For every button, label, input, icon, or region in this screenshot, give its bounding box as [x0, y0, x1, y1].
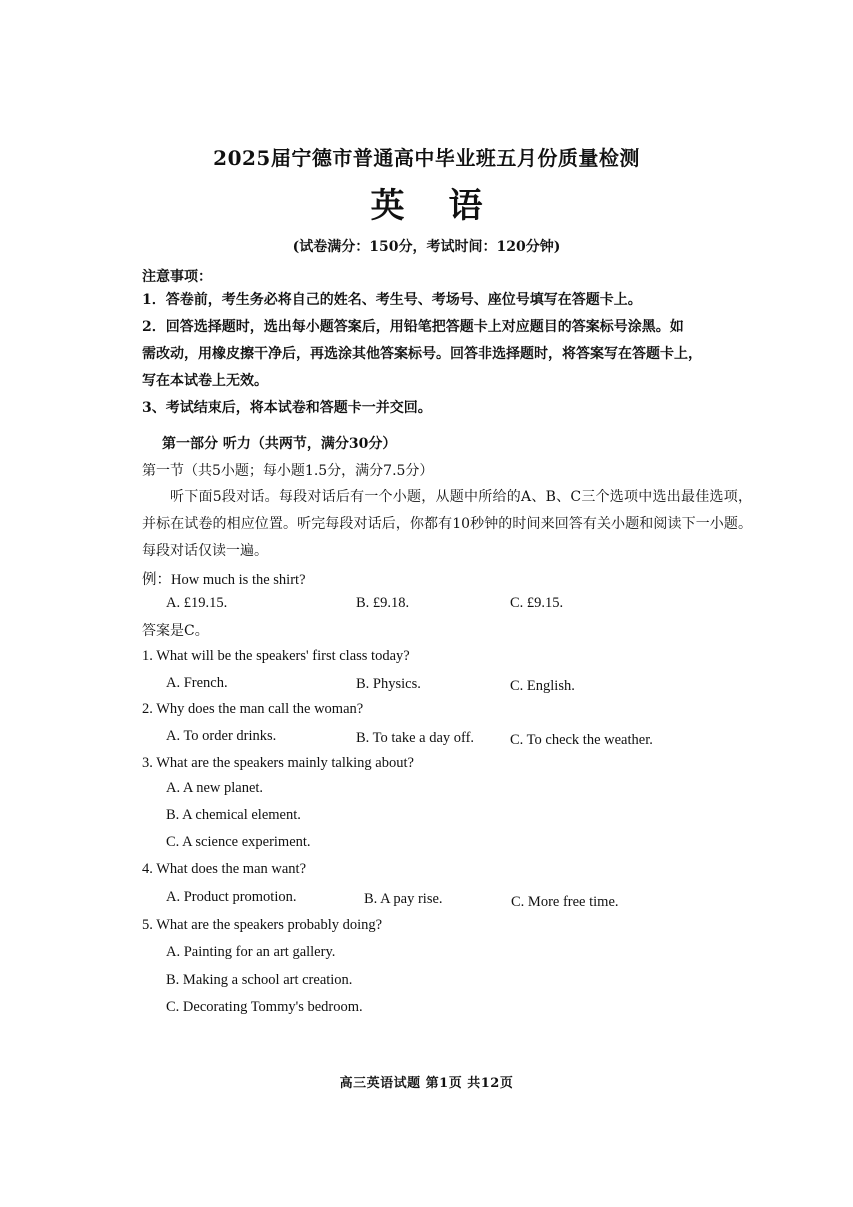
subject-title: 英语	[370, 186, 527, 226]
example-question: 例：How much is the shirt?	[142, 572, 306, 588]
question-2: 2. Why does the man call the woman?	[142, 701, 364, 717]
section1-heading: 第一节（共5小题；每小题1.5分，满分7.5分）	[142, 463, 434, 479]
option-b: B. A chemical element.	[166, 807, 301, 823]
note-line: 2．回答选择题时，选出每小题答案后，用铅笔把答题卡上对应题目的答案标号涂黑。如	[142, 319, 684, 335]
question-1: 1. What will be the speakers' first class today?	[142, 648, 410, 664]
example-answer: 答案是C。	[142, 623, 209, 639]
note-line: 3、考试结束后，将本试卷和答题卡一并交回。	[142, 400, 432, 416]
option-b: B. A pay rise.	[364, 891, 443, 907]
option-c: C. Decorating Tommy's bedroom.	[166, 999, 363, 1015]
question-5: 5. What are the speakers probably doing?	[142, 917, 383, 933]
option-a: A. Painting for an art gallery.	[166, 944, 336, 960]
note-line: 需改动，用橡皮擦干净后，再选涂其他答案标号。回答非选择题时，将答案写在答题卡上，	[142, 346, 702, 362]
option-b: B. Physics.	[356, 676, 421, 692]
page-footer: 高三英语试题 第1页 共12页	[339, 1076, 514, 1091]
question-3: 3. What are the speakers mainly talking about?	[142, 755, 414, 771]
option-a: A. Product promotion.	[166, 889, 297, 905]
exam-meta: (试卷满分：150分，考试时间：120分钟)	[292, 239, 561, 255]
option-c: C. To check the weather.	[510, 732, 653, 748]
part1-heading: 第一部分 听力（共两节，满分30分）	[162, 436, 397, 452]
option-c: C. A science experiment.	[166, 834, 311, 850]
option-a: A. A new planet.	[166, 780, 264, 796]
exam-title: 2025届宁德市普通高中毕业班五月份质量检测	[213, 146, 640, 170]
option-a: A. To order drinks.	[166, 728, 277, 744]
question-4: 4. What does the man want?	[142, 861, 307, 877]
option-b: B. £9.18.	[356, 595, 410, 611]
option-c: C. £9.15.	[510, 595, 564, 611]
note-line: 1．答卷前，考生务必将自己的姓名、考生号、考场号、座位号填写在答题卡上。	[142, 292, 642, 308]
listening-instructions: 听下面5段对话。每段对话后有一个小题，从题中所给的A、B、C三个选项中选出最佳选项，并标在试卷的相应位置。听完每段对话后，你都有10秒钟的时间来回答有关小题和阅读下一小题。每段对话仅读一遍。	[142, 489, 752, 559]
option-a: A. French.	[166, 675, 228, 691]
note-line: 写在本试卷上无效。	[142, 373, 268, 389]
option-c: C. English.	[510, 678, 575, 694]
option-c: C. More free time.	[511, 894, 619, 910]
option-b: B. Making a school art creation.	[166, 972, 353, 988]
notes-heading: 注意事项：	[142, 269, 212, 285]
option-a: A. £19.15.	[166, 595, 228, 611]
option-b: B. To take a day off.	[356, 730, 475, 746]
